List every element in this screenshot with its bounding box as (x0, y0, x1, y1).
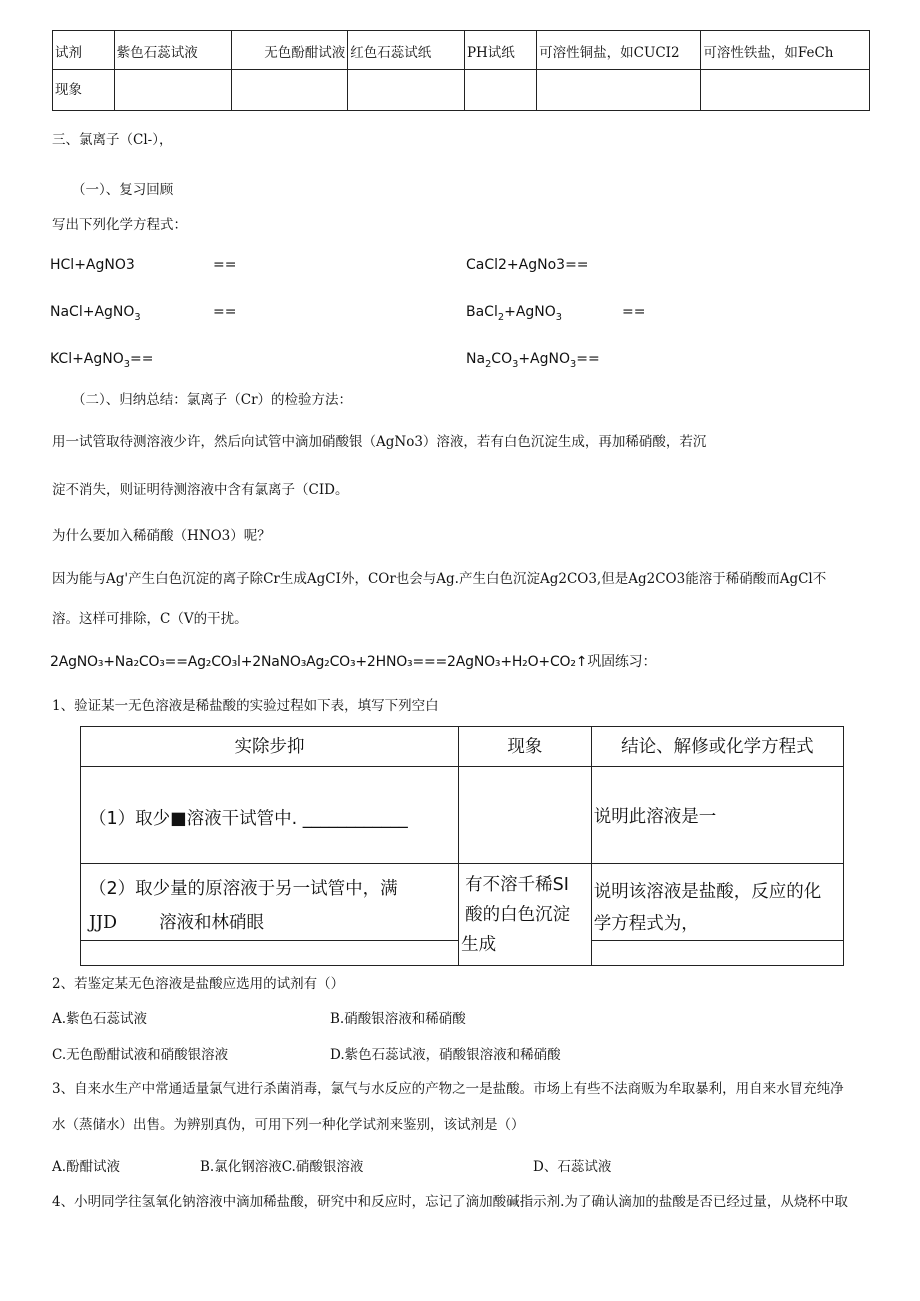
table-cell: 紫色石蕊试液 (114, 31, 232, 70)
table-cell: 试剂 (53, 31, 115, 70)
equation: HCl+AgNO3 (50, 257, 135, 273)
option-a: A.酚酣试液 (52, 1159, 121, 1175)
table-cell (459, 767, 592, 864)
reaction-equation: 2AgNO₃+Na₂CO₃==Ag₂CO₃l+2NaNO₃Ag₂CO₃+2HNO₃===2AgNO₃+H₂O+CO₂↑巩固练习： (50, 654, 657, 670)
cell-line: 有不溶千稀SI (465, 875, 569, 895)
option-d: D.紫色石蕊试液，硝酸银溶液和稀硝酸 (330, 1047, 561, 1063)
table-header: 现象 (459, 727, 592, 767)
question-text: 3、自来水生产中常通适量氯气进行杀菌消毒，氯气与水反应的产物之一是盐酸。市场上有些不法商贩为牟取暴利，用自来水冒充纯净 (52, 1081, 844, 1097)
option-c: C.无色酚酣试液和硝酸银溶液 (52, 1047, 229, 1063)
cell-line: 生成 (461, 935, 497, 955)
table-cell (537, 70, 701, 111)
option-a: A.紫色石蕊试液 (52, 1011, 148, 1027)
section-title: 三、氯离子（Cl-）， (52, 132, 173, 148)
table-header: 结论、解修或化学方程式 (591, 727, 843, 767)
table-cell (591, 864, 843, 941)
cell-line: 酸的白色沉淀 (465, 905, 571, 925)
table-row (81, 864, 844, 941)
table-cell: 可溶性铁盐，如FeCh (701, 31, 870, 70)
equation: NaCl+AgNO$_3$ (50, 304, 141, 323)
question-text: 1、验证某一无色溶液是稀盐酸的实验过程如下表，填写下列空白 (52, 698, 439, 714)
cell-line: 说明该溶液是盐酸，反应的化 (593, 882, 822, 902)
cell-line: （2）取少量的原溶液于另一试管中，满 (89, 879, 398, 899)
table-cell (348, 70, 465, 111)
question-text: 2、若鉴定某无色溶液是盐酸应选用的试剂有（） (52, 976, 345, 992)
cell-line: 学方程式为， (593, 914, 699, 934)
experiment-table (80, 726, 844, 966)
table-cell: （1）取少■溶液干试管中. ____________ (81, 767, 459, 864)
table-row (81, 767, 844, 864)
table-cell: 可溶性铜盐，如CUCI2 (537, 31, 701, 70)
table-cell (464, 70, 536, 111)
equation-equals: == (213, 304, 237, 320)
table-cell (591, 941, 843, 966)
table-cell: 红色石蕊试纸 (348, 31, 465, 70)
table-cell (114, 70, 232, 111)
option-bc: B.氯化钢溶液C.硝酸银溶液 (200, 1159, 364, 1175)
cell-line: JJD 溶液和林硝眼 (89, 913, 265, 933)
paragraph-line: 为什么要加入稀硝酸（HNO3）呢？ (52, 528, 271, 544)
equation: CaCl2+AgNo3== (466, 257, 589, 273)
table-cell: PH试纸 (464, 31, 536, 70)
subsection-title: （一）、复习回顾 (72, 182, 174, 198)
equation: $Na_2CO_3+AgNO_3==$ (466, 351, 600, 370)
equation: BaCl$_2$+AgNO$_3$ (466, 304, 563, 323)
table-cell: 现象 (53, 70, 115, 111)
table-cell: 说明此溶液是一 (591, 767, 843, 864)
table-cell (232, 70, 348, 111)
paragraph-line: 溶。这样可排除，C（V的干扰。 (52, 611, 248, 627)
table-cell (81, 864, 459, 941)
question-text: 水（蒸储水）出售。为辨别真伪，可用下列一种化学试剂来鉴别，该试剂是（） (52, 1117, 525, 1133)
option-b: B.硝酸银溶液和稀硝酸 (330, 1011, 466, 1027)
table-cell (701, 70, 870, 111)
table-row (81, 727, 844, 767)
equation-equals: == (622, 304, 646, 320)
paragraph-line: 用一试管取待测溶液少许，然后向试管中滴加硝酸银（AgNo3）溶液，若有白色沉淀生成，再加稀硝酸，若沉 (52, 434, 707, 450)
instruction-text: 写出下列化学方程式： (52, 217, 187, 233)
question-text: 4、小明同学往氢氧化钠溶液中滴加稀盐酸，研究中和反应时，忘记了滴加酸碱指示剂.为了确认滴加的盐酸是否已经过量，从烧杯中取 (52, 1194, 848, 1210)
option-d: D、石蕊试液 (533, 1159, 612, 1175)
table-cell (459, 864, 592, 966)
equation: KCl+AgNO$_3$== (50, 351, 154, 370)
paragraph-line: 因为能与Ag'产生白色沉淀的离子除Cr生成AgCI外，COr也会与Ag.产生白色沉淀Ag2CO3,但是Ag2CO3能溶于稀硝酸而AgCl不 (52, 571, 827, 587)
table-cell (81, 941, 459, 966)
table-row (53, 70, 870, 111)
subsection-title: （二）、归纳总结：氯离子（Cr）的检验方法： (72, 392, 353, 408)
table-header: 实除步抑 (81, 727, 459, 767)
equation-equals: == (213, 257, 237, 273)
paragraph-line: 淀不消失，则证明待测溶液中含有氯离子（CID。 (52, 482, 349, 498)
indicator-table (52, 30, 870, 111)
table-row (53, 31, 870, 70)
table-cell: 无色酚酣试液 (232, 31, 348, 70)
